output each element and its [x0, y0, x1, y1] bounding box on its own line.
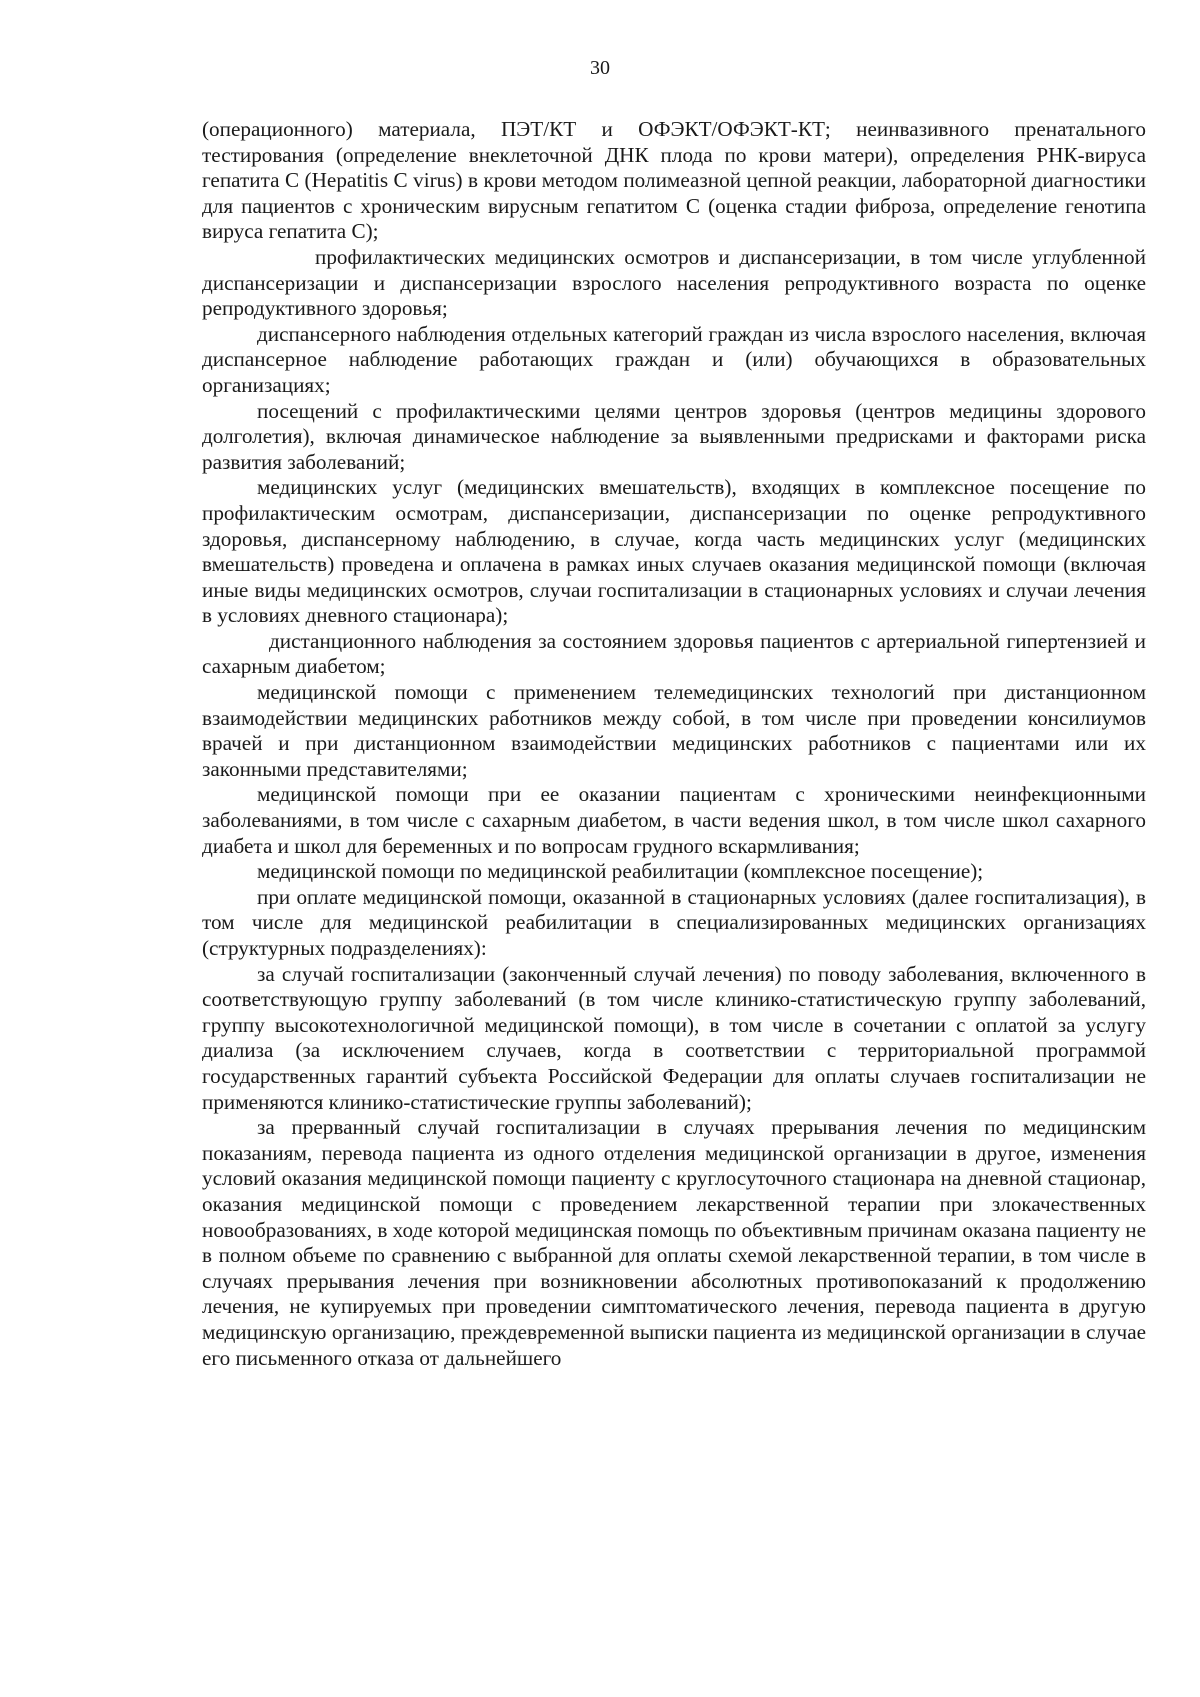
paragraph-preventive-exams: профилактических медицинских осмотров и диспансеризации, в том числе углубленной диспансеризации и диспансеризации взрослого населения репродуктивного возраста по оценке репродуктивного здоровья; — [202, 244, 1146, 321]
paragraph-inpatient-payment: при оплате медицинской помощи, оказанной в стационарных условиях (далее госпитализация), в том числе для медицинской реабилитации в специализированных медицинских организациях (структурных подразделениях): — [202, 884, 1146, 960]
page-number: 30 — [590, 57, 610, 79]
paragraph-dispensary-observation: диспансерного наблюдения отдельных категорий граждан из числа взрослого населения, включая диспансерное наблюдение работающих граждан и (или) обучающихся в образовательных организациях; — [202, 321, 1146, 397]
paragraph-interrupted-case: за прерванный случай госпитализации в случаях прерывания лечения по медицинским показаниям, перевода пациента из одного отделения медицинской организации в другое, изменения условий оказания медицинской помощи пациенту с круглосуточного стационара на дневной стационар, оказания медицинской помощи с проведением лекарственной терапии при злокачественных новообразованиях, в ходе которой медицинская помощь по объективным причинам оказана пациенту не в полном объеме по сравнению с выбранной для оплаты схемой лекарственной терапии, в том числе в случаях прерывания лечения при возникновении абсолютных противопоказаний к продолжению лечения, не купируемых при проведении симптоматического лечения, перевода пациента в другую медицинскую организацию, преждевременной выписки пациента из медицинской организации в случае его письменного отказа от дальнейшего — [202, 1115, 1146, 1370]
paragraph-remote-monitoring: дистанционного наблюдения за состоянием здоровья пациентов с артериальной гипертензией и сахарным диабетом; — [202, 628, 1146, 679]
paragraph-chronic-patients: медицинской помощи при ее оказании пациентам с хроническими неинфекционными заболеваниями, в том числе с сахарным диабетом, в части ведения школ, в том числе школ сахарного диабета и школ для беременных и по вопросам грудного вскармливания; — [202, 782, 1146, 858]
document-body — [202, 117, 1146, 1371]
paragraph-telemedicine: медицинской помощи с применением телемедицинских технологий при дистанционном взаимодействии медицинских работников между собой, в том числе при проведении консилиумов врачей и при дистанционном взаимодействии медицинских работников с пациентами или их законными представителями; — [202, 680, 1146, 781]
paragraph-health-centers: посещений с профилактическими целями центров здоровья (центров медицины здорового долголетия), включая динамическое наблюдение за выявленными предрисками и факторами риска развития заболеваний; — [202, 398, 1146, 474]
paragraph-continuation: (операционного) материала, ПЭТ/КТ и ОФЭКТ/ОФЭКТ-КТ; неинвазивного пренатального тестирования (определение внеклеточной ДНК плода по крови матери), определения РНК-вируса гепатита С (Hepatitis C virus) в крови методом полимеазной цепной реакции, лабораторной диагностики для пациентов с хроническим вирусным гепатитом С (оценка стадии фиброза, определение генотипа вируса гепатита С); — [202, 117, 1146, 244]
paragraph-rehabilitation: медицинской помощи по медицинской реабилитации (комплексное посещение); — [257, 859, 984, 884]
paragraph-medical-services: медицинских услуг (медицинских вмешательств), входящих в комплексное посещение по профилактическим осмотрам, диспансеризации, диспансеризации по оценке репродуктивного здоровья, диспансерному наблюдению, в случае, когда часть медицинских услуг (медицинских вмешательств) проведена и оплачена в рамках иных случаев оказания медицинской помощи (включая иные виды медицинских осмотров, случаи госпитализации в стационарных условиях и случаи лечения в условиях дневного стационара); — [202, 475, 1146, 628]
paragraph-hospitalization-case: за случай госпитализации (законченный случай лечения) по поводу заболевания, включенного в соответствующую группу заболеваний (в том числе клинико-статистическую группу заболеваний, группу высокотехнологичной медицинской помощи), в том числе в сочетании с оплатой за услугу диализа (за исключением случаев, когда в соответствии с территориальной программой государственных гарантий субъекта Российской Федерации для оплаты случаев госпитализации не применяются клинико-статистические группы заболеваний); — [202, 961, 1146, 1114]
